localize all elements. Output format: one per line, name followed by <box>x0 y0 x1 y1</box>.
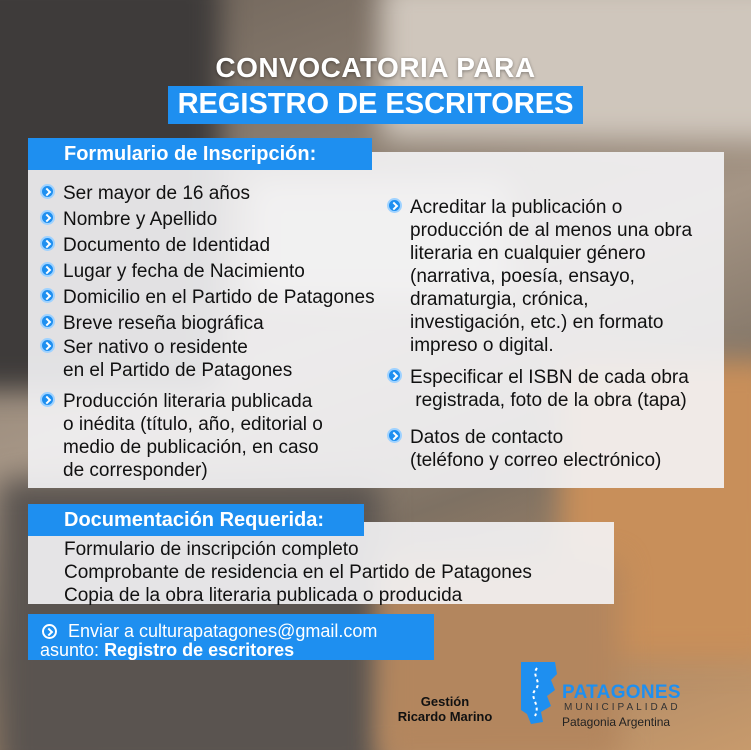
chevron-right-icon <box>40 288 55 303</box>
doc-item: Formulario de inscripción completo <box>64 539 359 560</box>
form-section-title: Formulario de Inscripción: <box>64 143 317 165</box>
logo-name: PATAGONES <box>562 682 681 703</box>
chevron-right-icon <box>40 262 55 277</box>
chevron-right-icon <box>40 392 55 407</box>
chevron-right-icon <box>40 338 55 353</box>
logo-region: Patagonia Argentina <box>562 715 671 729</box>
doc-item: Copia de la obra literaria publicada o producida <box>64 585 463 606</box>
chevron-right-icon <box>40 210 55 225</box>
chevron-right-icon <box>40 314 55 329</box>
patagones-map-logo <box>517 660 561 726</box>
docs-section-title: Documentación Requerida: <box>64 509 325 531</box>
doc-item: Comprobante de residencia en el Partido de Patagones <box>64 562 532 583</box>
logo-sub: MUNICIPALIDAD <box>564 702 681 713</box>
send-email-line: Enviar a culturapatagones@gmail.com <box>68 621 378 641</box>
title-line-2: REGISTRO DE ESCRITORES <box>177 88 574 120</box>
chevron-right-icon <box>387 428 402 443</box>
gestion-label: Gestión <box>420 694 470 709</box>
gestion-name: Ricardo Marino <box>397 709 493 724</box>
send-subject-label: asunto: <box>40 640 100 660</box>
chevron-right-icon <box>387 198 402 213</box>
send-subject-line <box>40 640 294 661</box>
chevron-right-icon <box>40 236 55 251</box>
chevron-right-icon <box>40 184 55 199</box>
chevron-right-icon <box>42 624 57 639</box>
form-section-tab <box>28 138 372 170</box>
title-line-1: CONVOCATORIA PARA <box>215 52 536 83</box>
docs-section-tab <box>28 504 364 536</box>
chevron-right-icon <box>387 368 402 383</box>
send-subject-value: Registro de escritores <box>104 640 295 660</box>
